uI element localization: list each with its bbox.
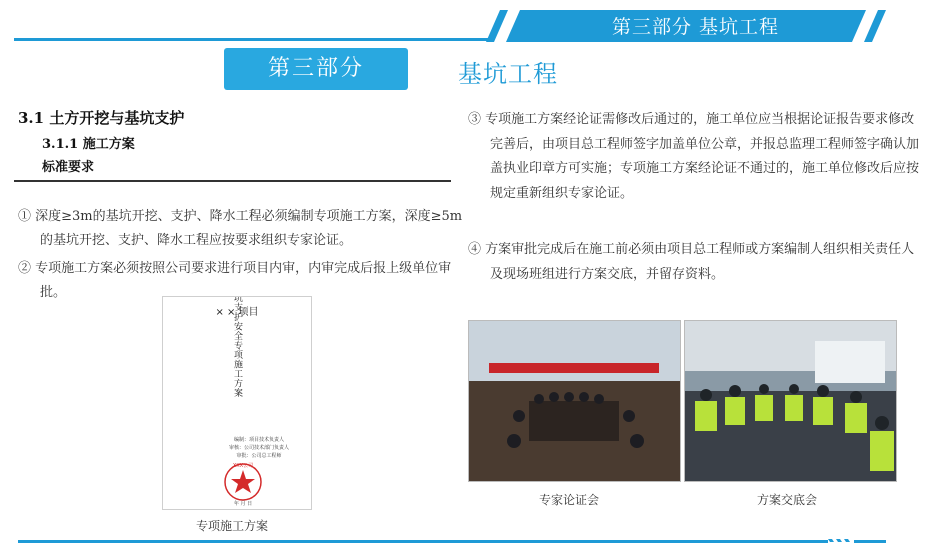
cover-date: 年 月 日 [233,501,253,507]
company-seal-icon [225,464,261,500]
requirement-paragraph-1: ① 深度≥3m的基坑开挖、支护、降水工程必须编制专项施工方案，深度≥5m的基坑开挖、支护、降水工程应按要求组织专家论证。 [18,209,463,248]
subsection-heading: 3.1.1 施工方案 [42,137,135,152]
plan-cover-image [162,296,312,510]
standard-heading: 标准要求 [42,160,95,175]
requirement-paragraph-3: ③ 专项施工方案经论证需修改后通过的，施工单位应当根据论证报告要求修改完善后，由项目总工程师签字加盖单位公章，并报总监理工程师签字确认加盖执业印章方可实施；专项施工方案经论证不通过的，施工单位修改后应按规定重新组织专家论证。 [468,112,920,201]
footer-rule [18,540,828,543]
expert-review-photo [468,320,681,482]
cover-line-1: 编制：项目技术负责人 [233,437,285,443]
footer-chevrons-icon [828,533,888,549]
cover-line-2: 审核：公司技术部门负责人 [228,445,290,451]
expert-review-caption: 专家论证会 [539,493,600,507]
seal-text: XXX公司 [232,463,254,469]
requirement-paragraph-2: ② 专项施工方案必须按照公司要求进行项目内审，内审完成后报上级单位审批。 [18,261,452,300]
header-title: 第三部分 基坑工程 [612,16,780,38]
header-rule [14,38,514,41]
section-divider [14,180,451,182]
part-label-box: 第三部分 [224,48,408,90]
plan-briefing-photo [684,320,897,482]
cover-line-3: 审批：公司总工程师 [236,453,282,459]
cover-caption: 专项施工方案 [196,519,269,533]
section-heading: 3.1 土方开挖与基坑支护 [18,109,185,127]
part-title: 基坑工程 [458,60,558,88]
requirement-paragraph-4: ④ 方案审批完成后在施工前必须由项目总工程师或方案编制人组织相关责任人及现场班组进行方案交底，并留存资料。 [468,242,915,282]
cover-project: × × 项目 [215,307,259,318]
cover-title-vertical: ××基坑支护安全专项施工方案 [232,297,242,398]
plan-briefing-caption: 方案交底会 [757,493,818,507]
